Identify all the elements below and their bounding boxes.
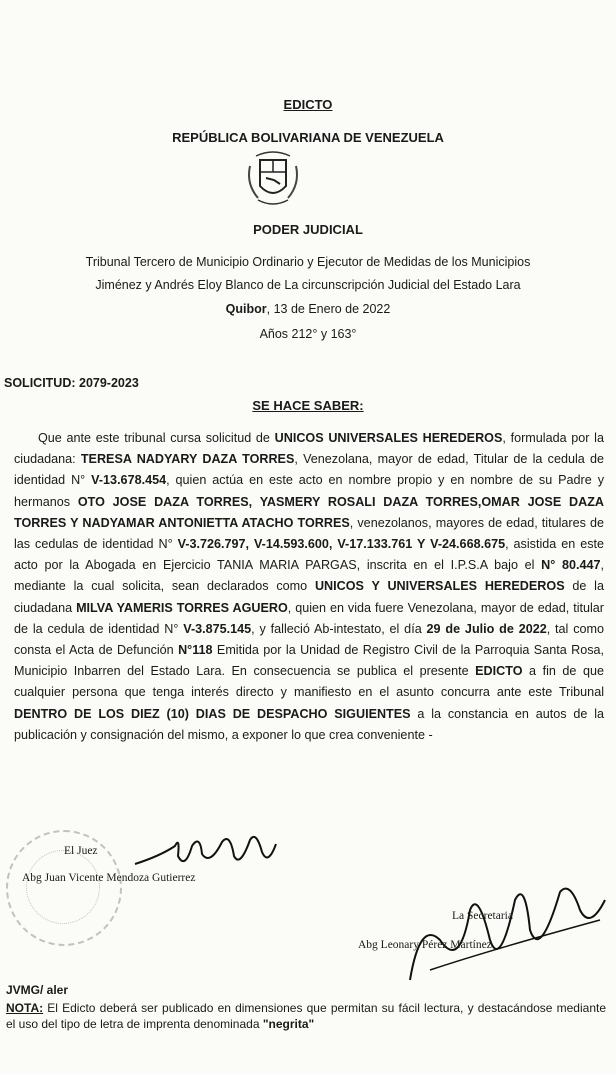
body-text: , venezolanos, mayores de edad, titulares de las cedulas de identidad N° bbox=[14, 515, 604, 552]
body-text: , quien en vida fuere Venezolana, mayor de edad, titular de la cedula de identidad N° bbox=[14, 600, 604, 636]
body-text: , y falleció Ab-intestato, el día bbox=[251, 621, 427, 636]
tribunal-line-1: Tribunal Tercero de Municipio Ordinario y Ejecutor de Medidas de los Municipios bbox=[85, 255, 531, 269]
years: Años 212° y 163° bbox=[259, 327, 357, 341]
body-bold: V-13.678.454 bbox=[91, 473, 167, 488]
secretary-title: La Secretaria bbox=[452, 910, 513, 922]
nota-bold: "negrita" bbox=[262, 1017, 315, 1031]
body-bold: MILVA YAMERIS TORRES AGUERO bbox=[76, 600, 288, 615]
poder-judicial-heading: PODER JUDICIAL bbox=[253, 222, 363, 237]
body-text: , quien actúa en este acto en nombre propio y en nombre de su Padre y hermanos bbox=[14, 473, 605, 509]
solicitud-number: SOLICITUD: 2079-2023 bbox=[4, 376, 139, 390]
judge-name: Abg Juan Vicente Mendoza Gutierrez bbox=[22, 872, 196, 884]
body-bold: 29 de Julio de 2022 bbox=[426, 621, 547, 636]
body-text: a la constancia en autos de la publicación y consignación del mismo, a exponer lo que crea conveniente - bbox=[14, 706, 604, 742]
body-text: de la ciudadana bbox=[14, 579, 604, 615]
date: , 13 de Enero de 2022 bbox=[266, 302, 391, 316]
body-text: a fin de que cualquier persona que tenga interés directo y manifiesto en el asunto concurra ante este Tribunal bbox=[14, 664, 604, 700]
body-text: , formulada por la ciudadana: bbox=[14, 431, 604, 467]
nota-label: NOTA: bbox=[6, 1001, 44, 1015]
nota bbox=[6, 1000, 606, 1032]
body-bold: V-3.875.145 bbox=[183, 621, 252, 636]
nota-text: El Edicto deberá ser publicado en dimensiones que permitan su fácil lectura, y destacándose mediante el uso del tipo de letra de imprenta denominada bbox=[6, 1001, 606, 1031]
body-bold: TERESA NADYARY DAZA TORRES bbox=[80, 452, 295, 467]
body-text: , asistida en este acto por la Abogada en Ejercicio TANIA MARIA PARGAS, inscrita en el I.P.S.A bajo el bbox=[14, 537, 604, 573]
tribunal-line-2: Jiménez y Andrés Eloy Blanco de La circunscripción Judicial del Estado Lara bbox=[95, 278, 521, 292]
body-bold: OTO JOSE DAZA TORRES, YASMERY ROSALI DAZA TORRES,OMAR JOSE DAZA TORRES Y NADYAMAR ANTONIETTA ATACHO TORRES bbox=[14, 494, 604, 530]
place-date bbox=[0, 302, 616, 316]
body-bold: UNICOS Y UNIVERSALES HEREDEROS bbox=[314, 579, 565, 594]
body-text: , mediante la cual solicita, sean declarados como bbox=[14, 558, 604, 594]
body-bold: N°118 bbox=[178, 643, 213, 658]
edicto-heading: EDICTO bbox=[283, 97, 333, 112]
republica-heading: REPÚBLICA BOLIVARIANA DE VENEZUELA bbox=[172, 130, 444, 145]
body-paragraph bbox=[14, 428, 604, 746]
body-bold: N° 80.447 bbox=[541, 558, 601, 573]
body-text: , Venezolana, mayor de edad, Titular de la cedula de identidad N° bbox=[14, 452, 604, 488]
se-hace-saber-heading: SE HACE SABER: bbox=[252, 398, 364, 413]
body-bold: UNICOS UNIVERSALES HEREDEROS bbox=[274, 431, 503, 445]
body-bold: EDICTO bbox=[475, 664, 523, 679]
body-text: Emitida por la Unidad de Registro Civil de la Parroquia Santa Rosa, Municipio Inbarren del Estado Lara. En consecuencia se publica el presente bbox=[14, 643, 605, 679]
body-text: , tal como consta el Acta de Defunción bbox=[14, 621, 604, 658]
city: Quibor bbox=[225, 302, 267, 316]
secretary-name: Abg Leonary Pérez Martínez bbox=[358, 939, 492, 951]
secretary-signature-icon bbox=[400, 880, 610, 990]
coat-of-arms-icon bbox=[244, 146, 302, 212]
body-bold: DENTRO DE LOS DIEZ (10) DIAS DE DESPACHO SIGUIENTES bbox=[14, 706, 411, 721]
body-text: Que ante este tribunal cursa solicitud de bbox=[38, 431, 275, 445]
initials: JVMG/ aler bbox=[6, 983, 69, 997]
judge-signature-icon bbox=[130, 826, 280, 876]
body-bold: V-3.726.797, V-14.593.600, V-17.133.761 Y V-24.668.675 bbox=[177, 537, 506, 552]
judge-title: El Juez bbox=[64, 845, 98, 857]
